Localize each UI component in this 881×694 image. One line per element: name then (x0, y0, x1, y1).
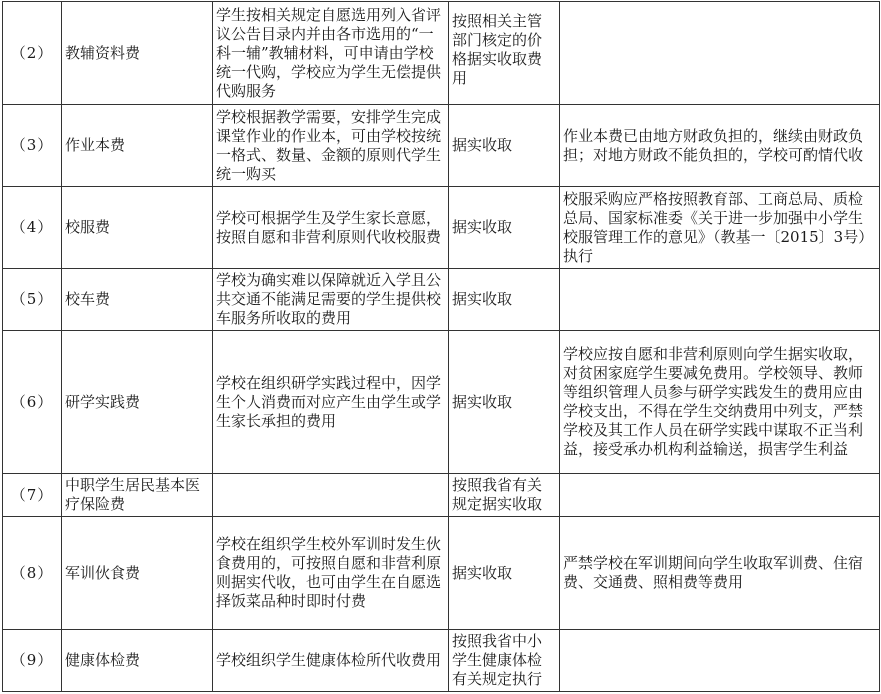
row-number: （8） (3, 517, 62, 630)
fee-note: 学校应按自愿和非营利原则向学生据实收取，对贫困家庭学生要减免费用。学校领导、教师等组织管理人员参与研学实践发生的费用应由学校支出，不得在学生交纳费用中列支，严禁学校及其工作人员在研学实践中谋取不正当利益，接受承办机构利益输送，损害学生利益 (560, 331, 880, 474)
fee-note (560, 2, 880, 105)
fee-standard: 据实收取 (449, 187, 560, 269)
table-row (3, 474, 880, 517)
table-row (3, 2, 880, 105)
table-row (3, 269, 880, 331)
fee-name: 中职学生居民基本医疗保险费 (62, 474, 213, 517)
row-number: （7） (3, 474, 62, 517)
fee-note (560, 269, 880, 331)
fee-standard: 按照我省中小学生健康体检有关规定执行 (449, 630, 560, 692)
fee-standard: 按照我省有关规定据实收取 (449, 474, 560, 517)
fee-standard: 据实收取 (449, 105, 560, 187)
fee-note (560, 474, 880, 517)
table-row (3, 331, 880, 474)
row-number: （2） (3, 2, 62, 105)
table-row (3, 517, 880, 630)
fee-scope: 学校组织学生健康体检所代收费用 (213, 630, 449, 692)
fee-scope: 学校在组织研学实践过程中，因学生个人消费而对应产生由学生或学生家长承担的费用 (213, 331, 449, 474)
row-number: （4） (3, 187, 62, 269)
fee-standard: 据实收取 (449, 269, 560, 331)
row-number: （6） (3, 331, 62, 474)
fee-standard: 据实收取 (449, 517, 560, 630)
table-row (3, 105, 880, 187)
fee-note: 作业本费已由地方财政负担的，继续由财政负担；对地方财政不能负担的，学校可酌情代收 (560, 105, 880, 187)
fee-scope: 学校可根据学生及学生家长意愿，按照自愿和非营利原则代收校服费 (213, 187, 449, 269)
fee-table (2, 1, 880, 692)
fee-note (560, 630, 880, 692)
row-number: （3） (3, 105, 62, 187)
table-row (3, 187, 880, 269)
table-row (3, 630, 880, 692)
fee-name: 作业本费 (62, 105, 213, 187)
fee-note: 校服采购应严格按照教育部、工商总局、质检总局、国家标准委《关于进一步加强中小学生校服管理工作的意见》（教基一〔2015〕3号）执行 (560, 187, 880, 269)
fee-name: 教辅资料费 (62, 2, 213, 105)
fee-standard: 按照相关主管部门核定的价格据实收取费用 (449, 2, 560, 105)
fee-standard: 据实收取 (449, 331, 560, 474)
fee-note: 严禁学校在军训期间向学生收取军训费、住宿费、交通费、照相费等费用 (560, 517, 880, 630)
fee-name: 校服费 (62, 187, 213, 269)
fee-scope: 学生按相关规定自愿选用列入省评议公告目录内并由各市选用的“一科一辅”教辅材料，可申请由学校统一代购，学校应为学生无偿提供代购服务 (213, 2, 449, 105)
row-number: （5） (3, 269, 62, 331)
fee-name: 研学实践费 (62, 331, 213, 474)
fee-scope (213, 474, 449, 517)
fee-name: 校车费 (62, 269, 213, 331)
fee-name: 健康体检费 (62, 630, 213, 692)
fee-scope: 学校根据教学需要，安排学生完成课堂作业的作业本，可由学校按统一格式、数量、金额的原则代学生统一购买 (213, 105, 449, 187)
fee-scope: 学校在组织学生校外军训时发生伙食费用的，可按照自愿和非营利原则据实代收，也可由学生在自愿选择饭菜品种时即时付费 (213, 517, 449, 630)
fee-name: 军训伙食费 (62, 517, 213, 630)
fee-scope: 学校为确实难以保障就近入学且公共交通不能满足需要的学生提供校车服务所收取的费用 (213, 269, 449, 331)
row-number: （9） (3, 630, 62, 692)
